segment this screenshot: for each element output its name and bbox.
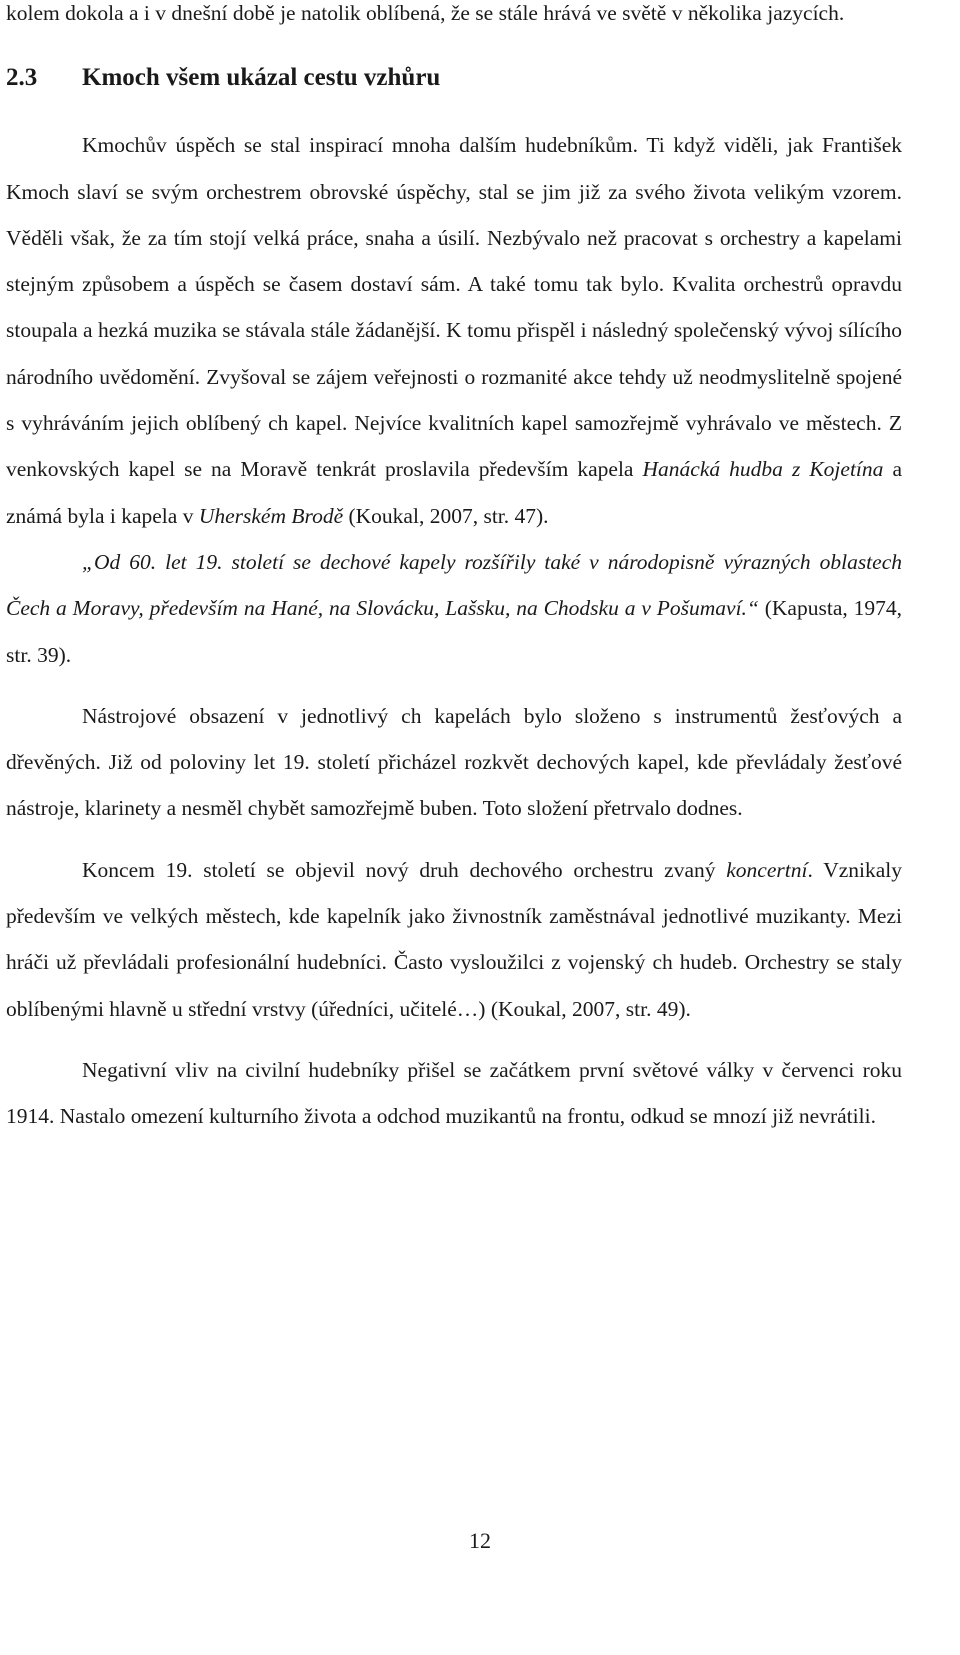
intro-paragraph: kolem dokola a i v dnešní době je natolik oblíbená, že se stále hrává ve světě v několika jazycích. <box>6 1 845 25</box>
paragraph-text: (Koukal, 2007, str. 47). <box>343 503 549 528</box>
quote-text: „Od 60. let 19. století se dechové kapely rozšířily také v národopisně výrazných oblastech Čech a Moravy, především na Hané, na Slovácku, Lašsku, na Chodsku a v Pošumaví.“ <box>6 549 902 621</box>
paragraph-gap <box>6 832 902 847</box>
paragraph-war-impact: Negativní vliv na civilní hudebníky přišel se začátkem první světové války v červenci roku 1914. Nastalo omezení kulturního života a odchod muzikantů na frontu, odkud se mnozí již nevrátili. <box>6 1057 902 1129</box>
paragraph-text: Kmochův úspěch se stal inspirací mnoha dalším hudebníkům. Ti když viděli, jak František Kmoch slaví se svým orchestrem obrovské úspěchy, stal se jim již za svého života velikým vzorem. Věděli však, že za tím stojí velká práce, snaha a úsilí. Nezbývalo než pracovat s orchestry a kapelami stejným způsobem a úspěch se časem dostaví sám. A také tomu tak bylo. Kvalita orchestrů opravdu stoupala a hezká muzika se stávala stále žádanější. K tomu přispěl i následný společenský vývoj sílícího národního uvědomění. Zvyšoval se zájem veřejnosti o rozmanité akce tehdy už neodmyslitelně spojené s vyhráváním jejich oblíbený ch kapel. Nejvíce kvalitních kapel samozřejmě vyhrávalo ve městech. Z venkovských kapel se na Moravě tenkrát proslavila především kapela <box>6 133 902 482</box>
paragraph-text: Koncem 19. století se objevil nový druh dechového orchestru zvaný <box>82 857 727 882</box>
paragraph-instruments: Nástrojové obsazení v jednotlivý ch kapelách bylo složeno s instrumentů žesťových a dřevěných. Již od poloviny let 19. století přicházel rozkvět dechových kapel, kde převládaly žesťové nástroje, klarinety a nesměl chybět samozřejmě buben. Toto složení přetrvalo dodnes. <box>6 703 902 821</box>
paragraph-text: . Vznikaly především ve velkých městech, kde kapelník jako živnostník zaměstnával jednotlivé muzikanty. Mezi hráči už převládali profesionální hudebníci. Často vysloužilci z vojenský ch hudeb. Orchestry se staly oblíbenými hlavně u střední vrstvy (úředníci, učitelé…) (Koukal, 2007, str. 49). <box>6 857 902 1021</box>
paragraph-kmoch-success <box>6 122 902 539</box>
paragraph-gap <box>6 678 902 693</box>
paragraph-gap <box>6 1032 902 1047</box>
paragraph-text: a známá byla i kapela v <box>6 457 902 528</box>
section-number: 2.3 <box>6 64 38 92</box>
italic-band-name: Hanácká hudba z Kojetína <box>642 457 884 482</box>
section-heading <box>6 58 902 98</box>
italic-place-name: Uherském Brodě <box>198 503 344 528</box>
page-number: 12 <box>469 1528 491 1553</box>
quote-paragraph <box>6 539 902 678</box>
quote-citation: (Kapusta, 1974, str. 39). <box>6 596 902 667</box>
page-content <box>6 0 902 1140</box>
paragraph-concert-orchestra <box>6 847 902 1032</box>
italic-term: koncertní <box>726 857 808 882</box>
section-title: Kmoch všem ukázal cestu vzhůru <box>82 64 441 92</box>
